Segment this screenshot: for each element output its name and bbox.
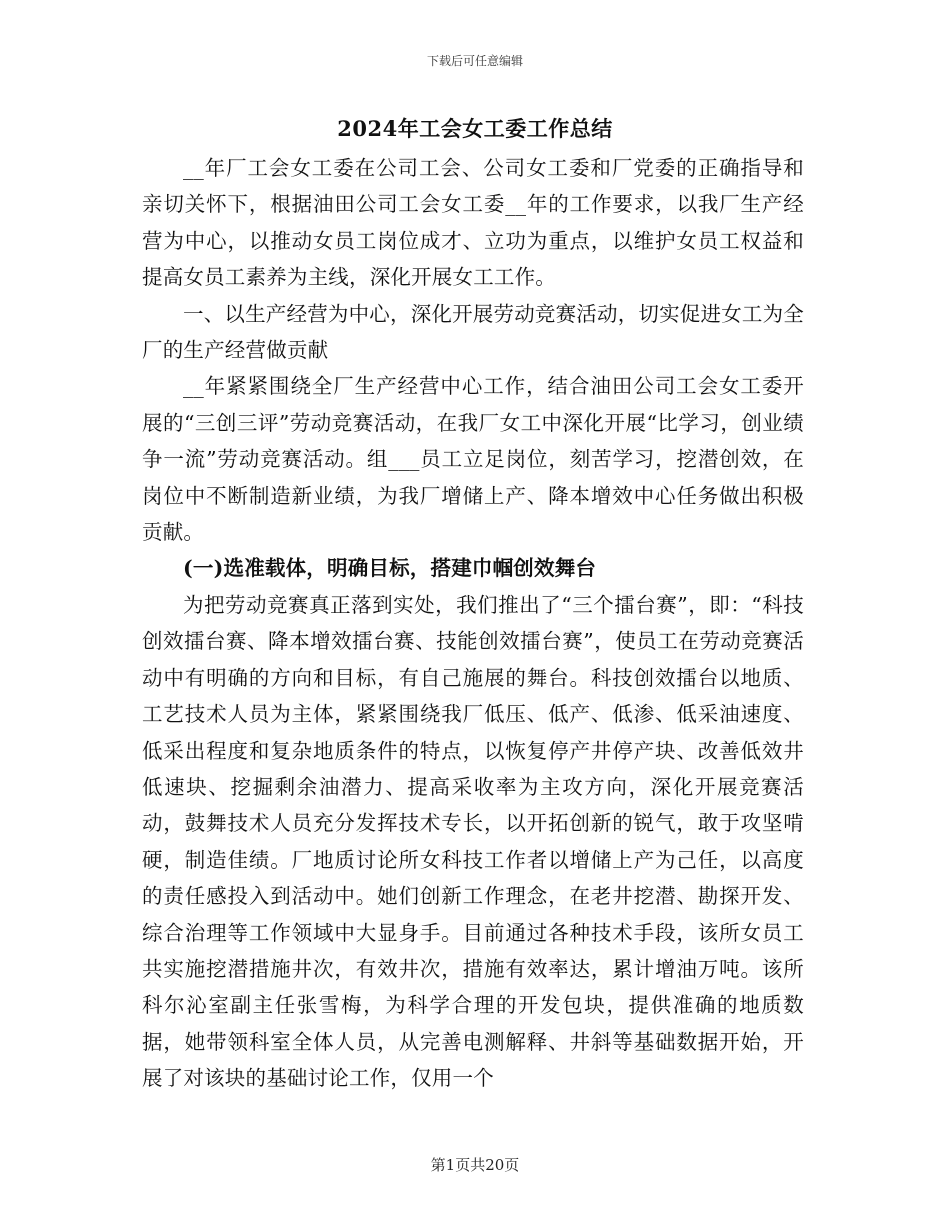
paragraph-intro: __年厂工会女工委在公司工会、公司女工委和厂党委的正确指导和亲切关怀下，根据油田公司工会女工委__年的工作要求，以我厂生产经营为中心，以推动女员工岗位成才、立功为重点，以维护女员工权益和提高女员工素养为主线，深化开展女工工作。 bbox=[142, 156, 804, 290]
document-title: 2024年工会女工委工作总结 bbox=[337, 116, 613, 141]
paragraph-arena: 为把劳动竞赛真正落到实处，我们推出了“三个擂台赛”，即：“科技创效擂台赛、降本增效擂台赛、技能创效擂台赛”，使员工在劳动竞赛活动中有明确的方向和目标，有自己施展的舞台。科技创效擂台以地质、工艺技术人员为主体，紧紧围绕我厂低压、低产、低渗、低采油速度、低采出程度和复杂地质条件的特点，以恢复停产井停产块、改善低效井低速块、挖掘剩余油潜力、提高采收率为主攻方向，深化开展竞赛活动，鼓舞技术人员充分发挥技术专长，以开拓创新的锐气，敢于攻坚啃硬，制造佳绩。厂地质讨论所女科技工作者以增储上产为己任，以高度的责任感投入到活动中。她们创新工作理念，在老井挖潜、勘探开发、综合治理等工作领域中大显身手。目前通过各种技术手段，该所女员工共实施挖潜措施井次，有效井次，措施有效率达，累计增油万吨。该所科尔沁室副主任张雪梅，为科学合理的开发包块，提供准确的地质数据，她带领科室全体人员，从完善电测解释、井斜等基础数据开始，开展了对该块的基础讨论工作，仅用一个 bbox=[142, 592, 804, 1091]
subheading-one: (一)选准载体，明确目标，搭建巾帼创效舞台 bbox=[183, 556, 597, 581]
paragraph-section-one: 一、以生产经营为中心，深化开展劳动竞赛活动，切实促进女工为全厂的生产经营做贡献 bbox=[142, 301, 804, 363]
paragraph-competition: __年紧紧围绕全厂生产经营中心工作，结合油田公司工会女工委开展的“三创三评”劳动竞赛活动，在我厂女工中深化开展“比学习，创业绩争一流”劳动竞赛活动。组___员工立足岗位，刻苦学习，挖潜创效，在岗位中不断制造新业绩，为我厂增储上产、降本增效中心任务做出积极贡献。 bbox=[142, 374, 804, 545]
page-number: 第1页共20页 bbox=[430, 1156, 520, 1174]
header-note: 下载后可任意编辑 bbox=[426, 54, 523, 68]
document-body bbox=[142, 150, 804, 1097]
